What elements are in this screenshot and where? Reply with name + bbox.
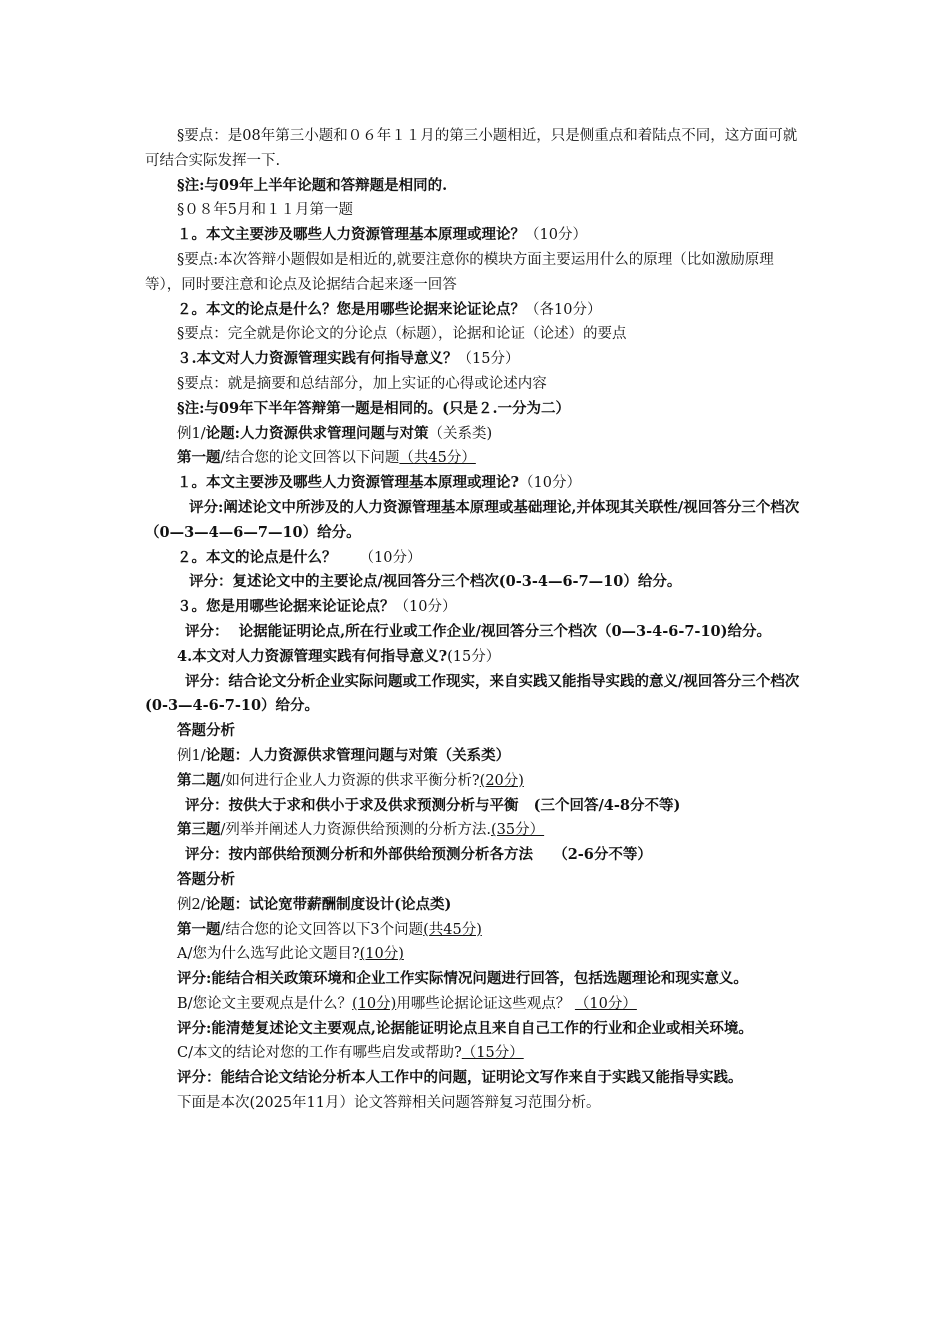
paragraph: １。本文主要涉及哪些人力资源管理基本原理或理论?（10分） <box>177 474 581 492</box>
paragraph: 评分:能清楚复述论文主要观点,论据能证明论点且来自自己工作的行业和企业或相关环境。 <box>177 1019 753 1037</box>
paragraph: B/您论文主要观点是什么？(10分)用哪些论据论证这些观点？ （10分） <box>177 995 637 1012</box>
paragraph: §要点:本次答辩小题假如是相近的,就要注意你的模块方面主要运用什么的原理（比如激励原理等），同时要注意和论点及论据结合起来逐一回答 <box>145 251 774 293</box>
paragraph: §注:与09年上半年论题和答辩题是相同的. <box>177 176 448 194</box>
paragraph: ３。您是用哪些论据来论证论点？（10分） <box>177 598 457 616</box>
paragraph: §要点：就是摘要和总结部分，加上实证的心得或论述内容 <box>177 375 547 392</box>
paragraph: 评分:阐述论文中所涉及的人力资源管理基本原理或基础理论,并体现其关联性/视回答分三个档次（0—3—4—6—7—10）给分。 <box>145 498 800 541</box>
paragraph: §注:与09年下半年答辩第一题是相同的。(只是２.一分为二） <box>177 399 571 417</box>
paragraph: ３.本文对人力资源管理实践有何指导意义？（15分） <box>177 350 520 368</box>
section-heading: 答题分析 <box>177 870 235 888</box>
paragraph: 下面是本次(2025年11月）论文答辩相关问题答辩复习范围分析。 <box>177 1095 601 1112</box>
document-body <box>145 124 805 1116</box>
paragraph: 评分:能结合相关政策环境和企业工作实际情况问题进行回答，包括选题理论和现实意义。 <box>177 970 748 988</box>
paragraph: ２。本文的论点是什么？ （10分） <box>177 548 422 566</box>
paragraph: 评分：按供大于求和供小于求及供求预测分析与平衡 (三个回答/4-8分不等) <box>185 796 681 814</box>
paragraph: A/您为什么选写此论文题目?(10分) <box>177 946 404 963</box>
paragraph: 评分：按内部供给预测分析和外部供给预测分析各方法 （2-6分不等） <box>185 846 652 864</box>
paragraph: 评分：能结合论文结论分析本人工作中的问题，证明论文写作来自于实践又能指导实践。 <box>177 1069 743 1087</box>
paragraph: C/本文的结论对您的工作有哪些启发或帮助?（15分） <box>177 1045 524 1062</box>
paragraph: §要点：完全就是你论文的分论点（标题），论据和论证（论述）的要点 <box>177 326 627 343</box>
paragraph: 例1/论题：人力资源供求管理问题与对策（关系类） <box>177 746 511 764</box>
paragraph: 例1/论题:人力资源供求管理问题与对策（关系类) <box>177 424 493 442</box>
paragraph: 例2/论题：试论宽带薪酬制度设计(论点类) <box>177 895 452 913</box>
paragraph: 第二题/如何进行企业人力资源的供求平衡分析?(20分) <box>177 771 524 789</box>
paragraph: §０８年5月和１１月第一题 <box>177 202 353 219</box>
paragraph: 第一题/结合您的论文回答以下3个问题(共45分) <box>177 920 482 938</box>
section-heading: 答题分析 <box>177 722 235 740</box>
paragraph: 第三题/列举并阐述人力资源供给预测的分析方法.(35分） <box>177 821 545 839</box>
paragraph: 评分：复述论文中的主要论点/视回答分三个档次(0-3-4—6-7—10）给分。 <box>189 573 682 591</box>
paragraph: 评分：结合论文分析企业实际问题或工作现实，来自实践又能指导实践的意义/视回答分三个档次(0-3—4-6-7-10）给分。 <box>145 672 800 715</box>
paragraph: ２。本文的论点是什么？您是用哪些论据来论证论点？（各10分） <box>177 300 602 318</box>
paragraph: 评分： 论据能证明论点,所在行业或工作企业/视回答分三个档次（0—3-4-6-7-10)给分。 <box>185 622 771 640</box>
paragraph: 4.本文对人力资源管理实践有何指导意义?(15分） <box>177 647 501 665</box>
paragraph: §要点：是08年第三小题和０６年１１月的第三小题相近，只是侧重点和着陆点不同，这方面可就可结合实际发挥一下. <box>145 128 798 169</box>
paragraph: １。本文主要涉及哪些人力资源管理基本原理或理论？（10分） <box>177 226 587 244</box>
paragraph: 第一题/结合您的论文回答以下问题（共45分） <box>177 449 476 467</box>
